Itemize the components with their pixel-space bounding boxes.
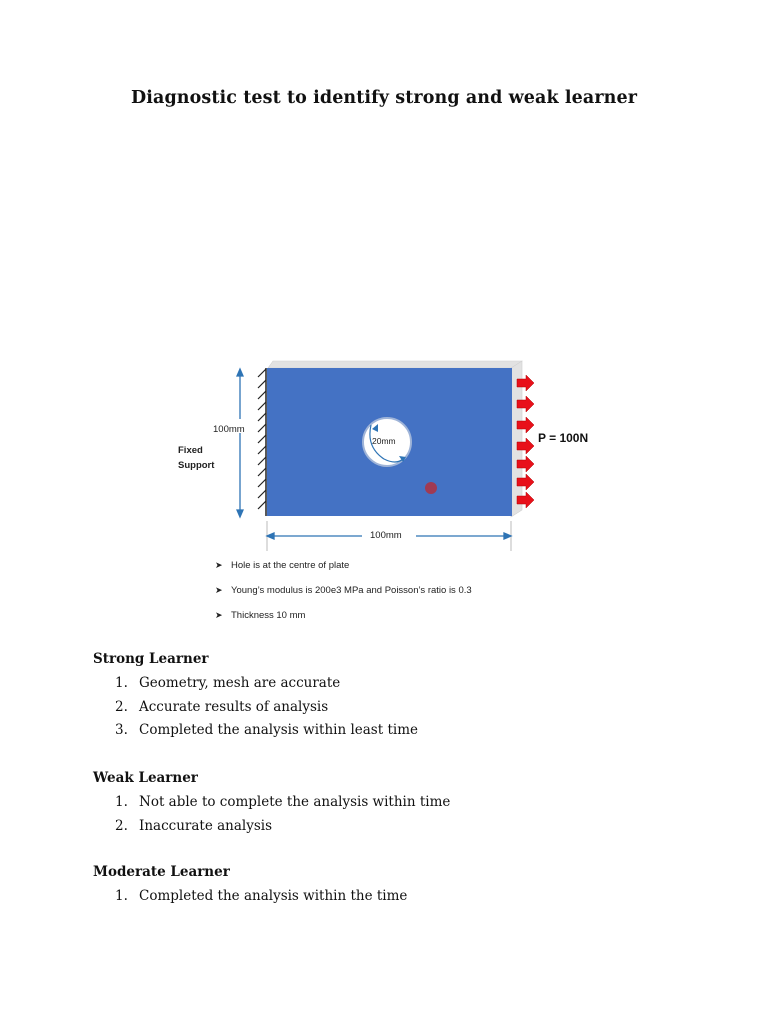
arrow-bullet-icon: ➤: [215, 610, 223, 620]
note-text: Thickness 10 mm: [231, 610, 306, 621]
list-text: Accurate results of analysis: [139, 698, 329, 715]
marker-dot: [425, 482, 437, 494]
arrow-bullet-icon: ➤: [215, 560, 223, 570]
list-number: 3.: [115, 722, 128, 738]
bottom-dimension-label: 100mm: [370, 530, 402, 541]
arrow-bullet-icon: ➤: [215, 585, 223, 595]
list-item: [93, 887, 407, 911]
list-item: [93, 817, 450, 841]
list-number: 1.: [115, 794, 128, 810]
list-text: Geometry, mesh are accurate: [139, 675, 341, 691]
hole-label: 20mm: [372, 436, 396, 446]
list-text: Completed the analysis within the time: [139, 888, 408, 904]
list-item: [93, 698, 418, 722]
list-number: 1.: [115, 888, 128, 904]
left-dimension-label: 100mm: [213, 424, 245, 435]
list-text: Not able to complete the analysis within time: [139, 794, 451, 810]
list-text: Inaccurate analysis: [139, 817, 273, 834]
list-text: Completed the analysis within least time: [139, 722, 418, 738]
support-hatch: [258, 369, 266, 509]
load-label: P = 100N: [538, 431, 589, 445]
section-heading: Strong Learner: [93, 651, 209, 667]
list-number: 2.: [115, 698, 128, 715]
plate-top-edge: [268, 361, 522, 368]
list-item: [93, 721, 418, 745]
figure-notes: [215, 560, 472, 635]
note-text: Young’s modulus is 200e3 MPa and Poisson’s ratio is 0.3: [231, 585, 472, 596]
note-item: [215, 610, 472, 635]
list-number: 1.: [115, 675, 128, 691]
section-weak-learner: [93, 769, 450, 840]
note-item: [215, 585, 472, 610]
section-heading: Weak Learner: [93, 770, 198, 786]
note-item: [215, 560, 472, 585]
left-dimension-line: [237, 369, 243, 517]
support-label-support: Support: [178, 460, 215, 471]
list-number: 2.: [115, 817, 128, 834]
page-title: Diagnostic test to identify strong and weak learner: [130, 88, 638, 108]
section-moderate-learner: [93, 863, 407, 911]
support-label-fixed: Fixed: [178, 445, 203, 456]
note-text: Hole is at the centre of plate: [231, 560, 350, 571]
list-item: [93, 674, 418, 698]
section-strong-learner: [93, 650, 418, 745]
list-item: [93, 793, 450, 817]
section-heading: Moderate Learner: [93, 864, 230, 880]
